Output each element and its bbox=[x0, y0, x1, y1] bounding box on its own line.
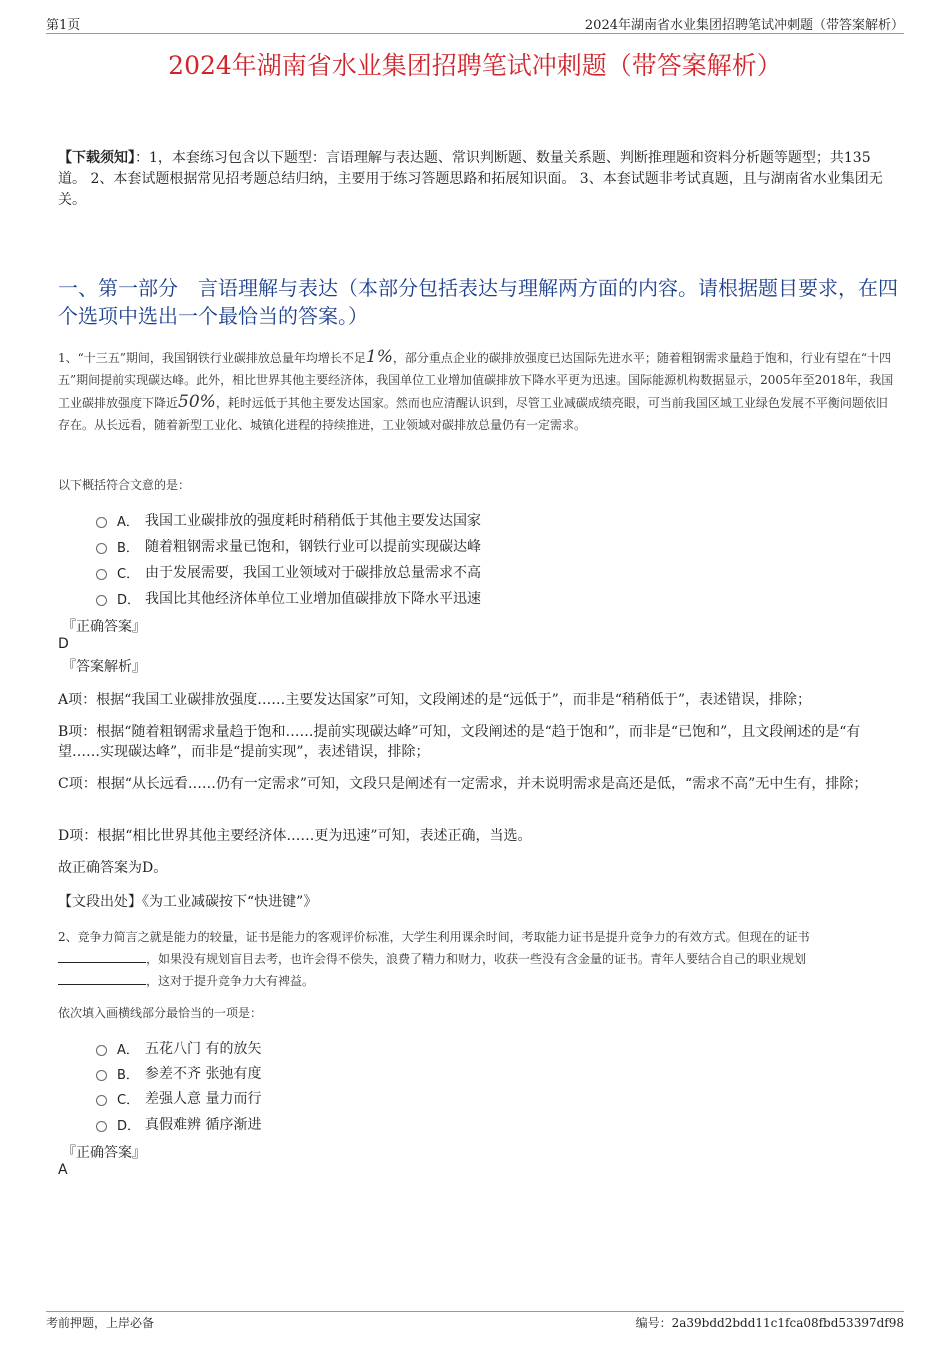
question-2-option-c[interactable]: C． 差强人意 量力而行 bbox=[96, 1088, 261, 1108]
analysis-conclusion: 故正确答案为D。 bbox=[58, 860, 168, 876]
notice-tag: 【下载须知】 bbox=[58, 150, 135, 166]
header-divider bbox=[46, 33, 904, 34]
question-2-option-d[interactable]: D． 真假难辨 循序渐进 bbox=[96, 1114, 261, 1134]
radio-icon[interactable] bbox=[96, 517, 107, 528]
footer-slogan: 考前押题，上岸必备 bbox=[46, 1316, 155, 1330]
footer-code: 编号：2a39bdd2bdd11c1fca08fbd53397df98 bbox=[635, 1316, 904, 1330]
analysis-b: B项：根据“随着粗钢需求量趋于饱和……提前实现碳达峰”可知，文段阐述的是“趋于饱和”，而非是“已饱和”，且文段阐述的是“有望……实现碳达峰”，而非是“提前实现”，表述错误，排除； bbox=[58, 724, 861, 760]
analysis-a: A项：根据“我国工业碳排放强度……主要发达国家”可知，文段阐述的是“远低于”，而非是“稍稍低于”，表述错误，排除； bbox=[58, 692, 812, 708]
page-title: 2024年湖南省水业集团招聘笔试冲刺题（带答案解析） bbox=[168, 51, 782, 80]
blank-line bbox=[58, 974, 146, 985]
question-2-prompt: 依次填入画横线部分最恰当的一项是： bbox=[58, 1006, 263, 1020]
radio-icon[interactable] bbox=[96, 595, 107, 606]
percent-1: 1% bbox=[365, 347, 393, 367]
passage-source: 【文段出处】《为工业减碳按下“快进键”》 bbox=[58, 894, 318, 910]
analysis-c: C项：根据“从长远看……仍有一定需求”可知，文段只是阐述有一定需求，并未说明需求是高还是低，“需求不高”无中生有，排除； bbox=[58, 776, 868, 792]
correct-answer: D bbox=[58, 636, 69, 652]
download-notice bbox=[58, 148, 898, 211]
analysis-d: D项：根据“相比世界其他主要经济体……更为迅速”可知，表述正确，当选。 bbox=[58, 828, 532, 844]
percent-2: 50% bbox=[178, 392, 216, 412]
radio-icon[interactable] bbox=[96, 569, 107, 580]
radio-icon[interactable] bbox=[96, 1045, 107, 1056]
blank-line bbox=[58, 952, 146, 963]
correct-answer-label: 『正确答案』 bbox=[62, 1145, 146, 1161]
header-doc-title: 2024年湖南省水业集团招聘笔试冲刺题（带答案解析） bbox=[584, 18, 904, 33]
footer-divider bbox=[46, 1311, 904, 1312]
correct-answer: A bbox=[58, 1162, 68, 1178]
question-2-option-a[interactable]: A． 五花八门 有的放矢 bbox=[96, 1038, 261, 1058]
question-2-option-b[interactable]: B． 参差不齐 张弛有度 bbox=[96, 1063, 261, 1083]
question-1-option-d[interactable]: D． 我国比其他经济体单位工业增加值碳排放下降水平迅速 bbox=[96, 588, 481, 608]
radio-icon[interactable] bbox=[96, 1070, 107, 1081]
question-1-text: 1、“十三五”期间，我国钢铁行业碳排放总量年均增长不足1%，部分重点企业的碳排放强度已达国际先进水平；随着粗钢需求量趋于饱和，行业有望在“十四五”期间提前实现碳达峰。此外，相比世界其他主要经济体，我国单位工业增加值碳排放下降水平更为迅速。国际能源机构数据显示，2005年至2018年，我国工业碳排放强度下降近50%，耗时远低于其他主要发达国家。然而也应清醒认识到，尽管工业减碳成绩亮眼，可当前我国区域工业绿色发展不平衡问题依旧存在。从长远看，随着新型工业化、城镇化进程的持续推进，工业领域对碳排放总量仍有一定需求。 bbox=[58, 347, 894, 432]
analysis-label: 『答案解析』 bbox=[62, 659, 146, 675]
correct-answer-label: 『正确答案』 bbox=[62, 619, 146, 635]
question-1-prompt: 以下概括符合文意的是： bbox=[58, 478, 191, 492]
radio-icon[interactable] bbox=[96, 543, 107, 554]
page-number: 第1页 bbox=[46, 18, 81, 33]
question-1-option-a[interactable]: A． 我国工业碳排放的强度耗时稍稍低于其他主要发达国家 bbox=[96, 510, 481, 530]
question-2-text: 2、竞争力简言之就是能力的较量，证书是能力的客观评价标准，大学生利用课余时间，考取能力证书是提升竞争力的有效方式。但现在的证书 ，如果没有规划盲目去考，也许会得不偿失，浪费了精力和财力，收获一些没有含金量的证书。青年人要结合自己的职业规划 ，这对于提升竞争力大有裨益。 bbox=[58, 930, 810, 988]
question-1-option-b[interactable]: B． 随着粗钢需求量已饱和，钢铁行业可以提前实现碳达峰 bbox=[96, 536, 481, 556]
radio-icon[interactable] bbox=[96, 1121, 107, 1132]
question-1-option-c[interactable]: C． 由于发展需要，我国工业领域对于碳排放总量需求不高 bbox=[96, 562, 481, 582]
radio-icon[interactable] bbox=[96, 1095, 107, 1106]
section-heading: 一、第一部分 言语理解与表达（本部分包括表达与理解两方面的内容。请根据题目要求，在四个选项中选出一个最恰当的答案。） bbox=[58, 276, 898, 328]
notice-text: ：1，本套练习包含以下题型：言语理解与表达题、常识判断题、数量关系题、判断推理题和资料分析题等题型；共135道。 2、本套试题根据常见招考题总结归纳，主要用于练习答题思路和拓展知识面。 3、本套试题非考试真题，且与湖南省水业集团无关。 bbox=[58, 150, 883, 208]
